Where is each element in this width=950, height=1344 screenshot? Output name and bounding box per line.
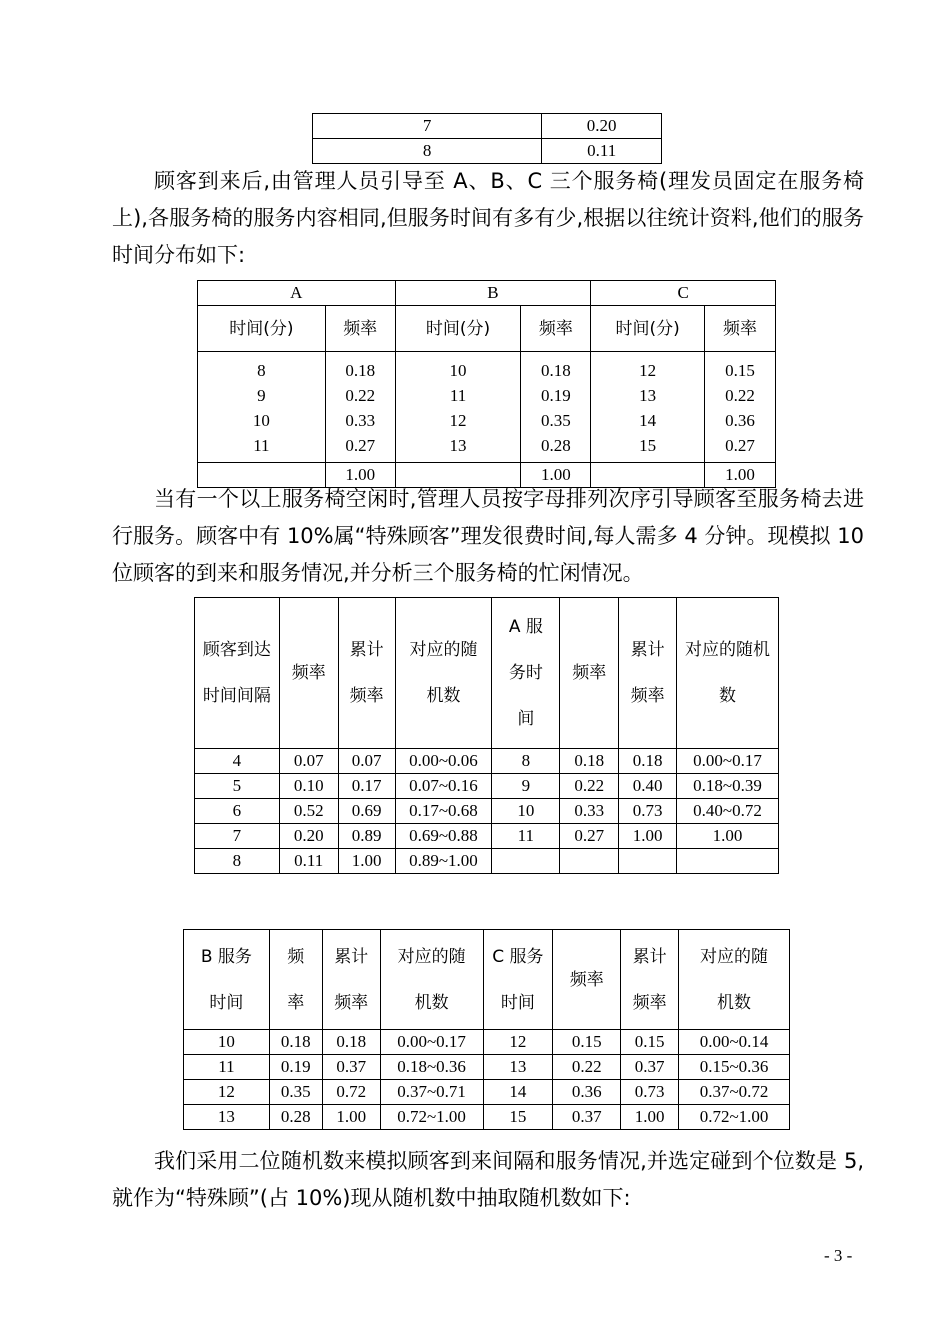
table-cell-stack (521, 352, 591, 463)
table-cell (560, 849, 619, 874)
table-cell: 1.00 (338, 849, 395, 874)
arrival-a-service-table (194, 597, 779, 874)
table-cell: 0.19 (540, 386, 571, 405)
arrival-table-tail (312, 113, 662, 164)
table-cell: 0.89 (338, 824, 395, 849)
column-header-freq: 频率 (325, 306, 395, 352)
table-row (195, 749, 779, 774)
table-cell: 0.15 (725, 361, 755, 380)
table-cell: 0.72~1.00 (380, 1105, 483, 1130)
table-row (313, 114, 662, 139)
column-header: B 服务时间 (184, 930, 270, 1030)
table-cell: 0.10 (279, 774, 338, 799)
table-cell: 13 (184, 1105, 270, 1130)
table-cell: 0.00~0.06 (395, 749, 492, 774)
table-cell: 9 (257, 386, 266, 405)
table-cell: 0.15~0.36 (679, 1055, 790, 1080)
table-cell: 0.73 (619, 799, 677, 824)
table-row (195, 824, 779, 849)
table-cell: 0.17~0.68 (395, 799, 492, 824)
group-header-a: A (198, 281, 396, 306)
table-cell: 0.20 (279, 824, 338, 849)
table-cell: 8 (313, 139, 542, 164)
column-header: 频率 (553, 930, 621, 1030)
column-header: 频率 (560, 598, 619, 749)
column-header: 累计频率 (619, 598, 677, 749)
table-cell: 6 (195, 799, 280, 824)
column-header: 累计频率 (621, 930, 679, 1030)
table-cell: 0.28 (540, 436, 571, 455)
table-row (184, 1030, 790, 1055)
table-cell: 0.18 (345, 361, 376, 380)
column-header: 对应的随机数 (679, 930, 790, 1030)
table-cell: 0.40~0.72 (677, 799, 779, 824)
table-cell: 0.36 (725, 411, 755, 430)
column-header: C 服务时间 (483, 930, 553, 1030)
column-header: 频率 (279, 598, 338, 749)
table-cell: 10 (449, 361, 467, 380)
table-row (195, 774, 779, 799)
table-cell: 0.37~0.72 (679, 1080, 790, 1105)
table-cell: 14 (483, 1080, 553, 1105)
column-header-time: 时间(分) (198, 306, 326, 352)
column-header: A 服务时间 (492, 598, 560, 749)
table-cell: 12 (639, 361, 657, 380)
table-cell: 0.37 (322, 1055, 380, 1080)
table-cell: 0.07 (338, 749, 395, 774)
column-header-freq: 频率 (521, 306, 591, 352)
table-cell: 0.00~0.14 (679, 1030, 790, 1055)
table-cell: 1.00 (322, 1105, 380, 1130)
page-number: - 3 - (824, 1246, 853, 1265)
table-row (313, 139, 662, 164)
table-cell: 13 (483, 1055, 553, 1080)
table-cell: 0.18 (540, 361, 571, 380)
table-row (195, 799, 779, 824)
table-cell: 0.37 (621, 1055, 679, 1080)
table-cell: 8 (195, 849, 280, 874)
table-cell: 10 (252, 411, 270, 430)
table-cell: 0.18~0.39 (677, 774, 779, 799)
table-header-row (184, 930, 790, 1030)
table-cell: 11 (184, 1055, 270, 1080)
table-row (184, 1055, 790, 1080)
table-cell: 0.18 (269, 1030, 322, 1055)
table-cell: 0.00~0.17 (677, 749, 779, 774)
table-row (195, 849, 779, 874)
paragraph-simulation-intro: 当有一个以上服务椅空闲时,管理人员按字母排列次序引导顾客至服务椅去进行服务。顾客中有 10%属“特殊顾客”理发很费时间,每人需多 4 分钟。现模拟 10 位顾客的到来和服务情况,并分析三个服务椅的忙闲情况。 (112, 487, 864, 585)
table-cell: 10 (492, 799, 560, 824)
table-cell-stack (198, 352, 326, 463)
table-cell: 0.11 (279, 849, 338, 874)
table-cell (492, 849, 560, 874)
table-cell: 1.00 (619, 824, 677, 849)
table-cell: 1.00 (621, 1105, 679, 1130)
table-cell: 7 (313, 114, 542, 139)
table-cell: 8 (257, 361, 266, 380)
column-header-time: 时间(分) (591, 306, 705, 352)
table-cell: 0.22 (345, 386, 376, 405)
table-cell: 11 (253, 436, 270, 455)
table-cell: 0.89~1.00 (395, 849, 492, 874)
table-cell: 0.35 (540, 411, 571, 430)
table-cell: 0.15 (553, 1030, 621, 1055)
table-header-row (198, 281, 776, 306)
column-header-time: 时间(分) (395, 306, 521, 352)
column-header: 对应的随机数 (395, 598, 492, 749)
table-cell: 0.72 (322, 1080, 380, 1105)
table-cell: 13 (639, 386, 657, 405)
table-cell (619, 849, 677, 874)
table-cell: 0.33 (345, 411, 376, 430)
table-cell: 0.18 (322, 1030, 380, 1055)
table-cell: 7 (195, 824, 280, 849)
table-cell: 0.19 (269, 1055, 322, 1080)
table-cell: 0.18 (619, 749, 677, 774)
bc-service-table (183, 929, 790, 1130)
group-header-b: B (395, 281, 591, 306)
table-cell-stack (395, 352, 521, 463)
table-cell: 12 (184, 1080, 270, 1105)
column-header: 顾客到达时间间隔 (195, 598, 280, 749)
table-cell: 0.73 (621, 1080, 679, 1105)
table-cell: 0.15 (621, 1030, 679, 1055)
table-row (184, 1080, 790, 1105)
paragraph-service-intro: 顾客到来后,由管理人员引导至 A、B、C 三个服务椅(理发员固定在服务椅上),各服务椅的服务内容相同,但服务时间有多有少,根据以往统计资料,他们的服务时间分布如下: (112, 169, 864, 267)
table-cell: 10 (184, 1030, 270, 1055)
column-header: 频率 (269, 930, 322, 1030)
table-data-block (198, 352, 776, 463)
table-cell: 12 (449, 411, 467, 430)
table-cell: 1.00 (677, 824, 779, 849)
table-cell: 5 (195, 774, 280, 799)
group-header-c: C (591, 281, 776, 306)
table-cell: 0.69~0.88 (395, 824, 492, 849)
table-cell: 0.27 (345, 436, 376, 455)
table-header-row (195, 598, 779, 749)
table-cell: 9 (492, 774, 560, 799)
table-cell: 0.40 (619, 774, 677, 799)
table-cell: 15 (483, 1105, 553, 1130)
table-cell: 8 (492, 749, 560, 774)
table-cell: 1.00 (521, 463, 591, 488)
table-cell: 0.11 (542, 139, 662, 164)
table-cell: 11 (449, 386, 467, 405)
table-cell: 0.20 (542, 114, 662, 139)
table-cell: 0.69 (338, 799, 395, 824)
table-cell: 0.22 (725, 386, 755, 405)
table-cell: 0.52 (279, 799, 338, 824)
column-header: 累计频率 (322, 930, 380, 1030)
table-cell: 0.18 (560, 749, 619, 774)
table-cell: 0.35 (269, 1080, 322, 1105)
table-cell: 0.27 (725, 436, 755, 455)
table-cell: 1.00 (705, 463, 776, 488)
table-cell-stack (591, 352, 705, 463)
table-cell: 14 (639, 411, 657, 430)
table-cell: 1.00 (325, 463, 395, 488)
table-header-row (198, 306, 776, 352)
table-cell: 0.28 (269, 1105, 322, 1130)
column-header-freq: 频率 (705, 306, 776, 352)
paragraph-random-numbers: 我们采用二位随机数来模拟顾客到来间隔和服务情况,并选定碰到个位数是 5,就作为“特殊顾”(占 10%)现从随机数中抽取随机数如下: (112, 1149, 864, 1210)
column-header: 对应的随机数 (677, 598, 779, 749)
table-cell: 0.00~0.17 (380, 1030, 483, 1055)
table-cell: 11 (492, 824, 560, 849)
table-cell: 0.36 (553, 1080, 621, 1105)
table-cell: 0.17 (338, 774, 395, 799)
table-cell: 0.07 (279, 749, 338, 774)
table-cell: 0.22 (553, 1055, 621, 1080)
table-cell: 0.18~0.36 (380, 1055, 483, 1080)
table-cell: 0.37~0.71 (380, 1080, 483, 1105)
table-cell: 0.33 (560, 799, 619, 824)
table-cell: 12 (483, 1030, 553, 1055)
table-cell: 0.22 (560, 774, 619, 799)
table-cell: 4 (195, 749, 280, 774)
column-header: 累计频率 (338, 598, 395, 749)
table-cell-stack (325, 352, 395, 463)
table-cell: 0.27 (560, 824, 619, 849)
table-cell: 13 (449, 436, 467, 455)
service-time-table (197, 280, 776, 488)
column-header: 对应的随机数 (380, 930, 483, 1030)
table-cell: 0.37 (553, 1105, 621, 1130)
table-row (184, 1105, 790, 1130)
table-cell: 0.07~0.16 (395, 774, 492, 799)
table-cell: 0.72~1.00 (679, 1105, 790, 1130)
table-cell: 15 (639, 436, 657, 455)
table-cell (677, 849, 779, 874)
table-cell-stack (705, 352, 776, 463)
